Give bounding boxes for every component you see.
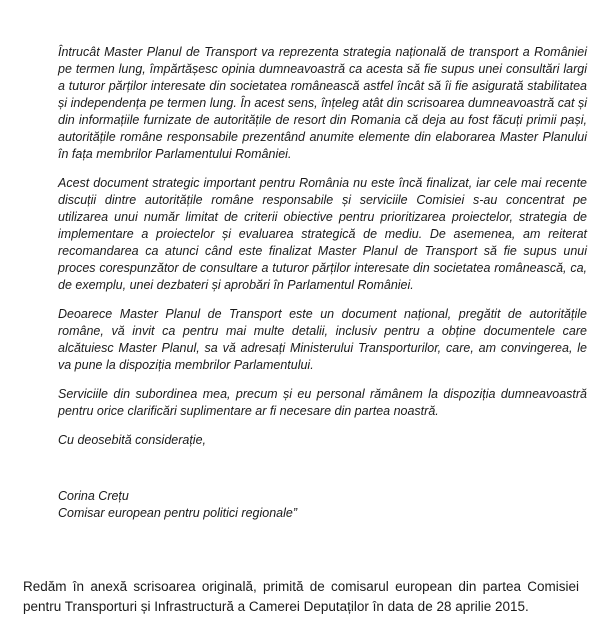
letter-paragraph-4: Serviciile din subordinea mea, precum și eu personal rămânem la dispoziția dumneavoastră pentru orice clarificări suplimentare ar fi necesare din partea noastră. [58,387,587,418]
quoted-letter-body [58,44,587,522]
signature-name: Corina Crețu [58,489,129,503]
letter-closing: Cu deosebită considerație, [58,433,207,447]
signature-title: Comisar european pentru politici regionale” [58,506,298,520]
annex-note: Redăm în anexă scrisoarea originală, primită de comisarul european din partea Comisiei pentru Transporturi și Infrastructură a Camerei Deputaților în data de 28 aprilie 2015. [23,579,579,614]
letter-paragraph-2: Acest document strategic important pentru România nu este încă finalizat, iar cele mai recente discuții dintre autoritățile române responsabile și serviciile Comisiei s-au concentrat pe utilizarea unui număr limitat de criterii obiective pentru prioritizarea proiectelor, strategia de implementare a proiectelor și evaluarea strategică de mediu. De asemenea, am reiterat recomandarea ca atunci când este finalizat Master Planul de Transport să fie supus unui proces corespunzător de consultare a tuturor părților interesate din societatea românească, ca, de exemplu, unei dezbateri și aprobări în Parlamentul României. [58,176,587,292]
signature-block [58,488,587,522]
letter-paragraph-3: Deoarece Master Planul de Transport este un document național, pregătit de autoritățile române, vă invit ca pentru mai multe detalii, inclusiv pentru a obține documentele care alcătuiesc Master Planul, sa vă adresați Ministerului Transporturilor, care, am convingerea, le va pune la dispoziția membrilor Parlamentului. [58,307,587,372]
letter-paragraph-1: Întrucât Master Planul de Transport va reprezenta strategia națională de transport a României pe termen lung, împărtășesc opinia dumneavoastră ca acesta să fie supus unei consultări largi a tuturor părților interesate din societatea românească astfel încât să îi fie asigurată stabilitatea și independența pe termen lung. În acest sens, înțeleg atât din scrisoarea dumneavoastră cat și din informațiile furnizate de autoritățile de resort din Romania că deja au fost făcuți primii pași, autoritățile române responsabile prezentând anumite elemente din elaborarea Master Planului în fața membrilor Parlamentului României. [58,45,587,161]
